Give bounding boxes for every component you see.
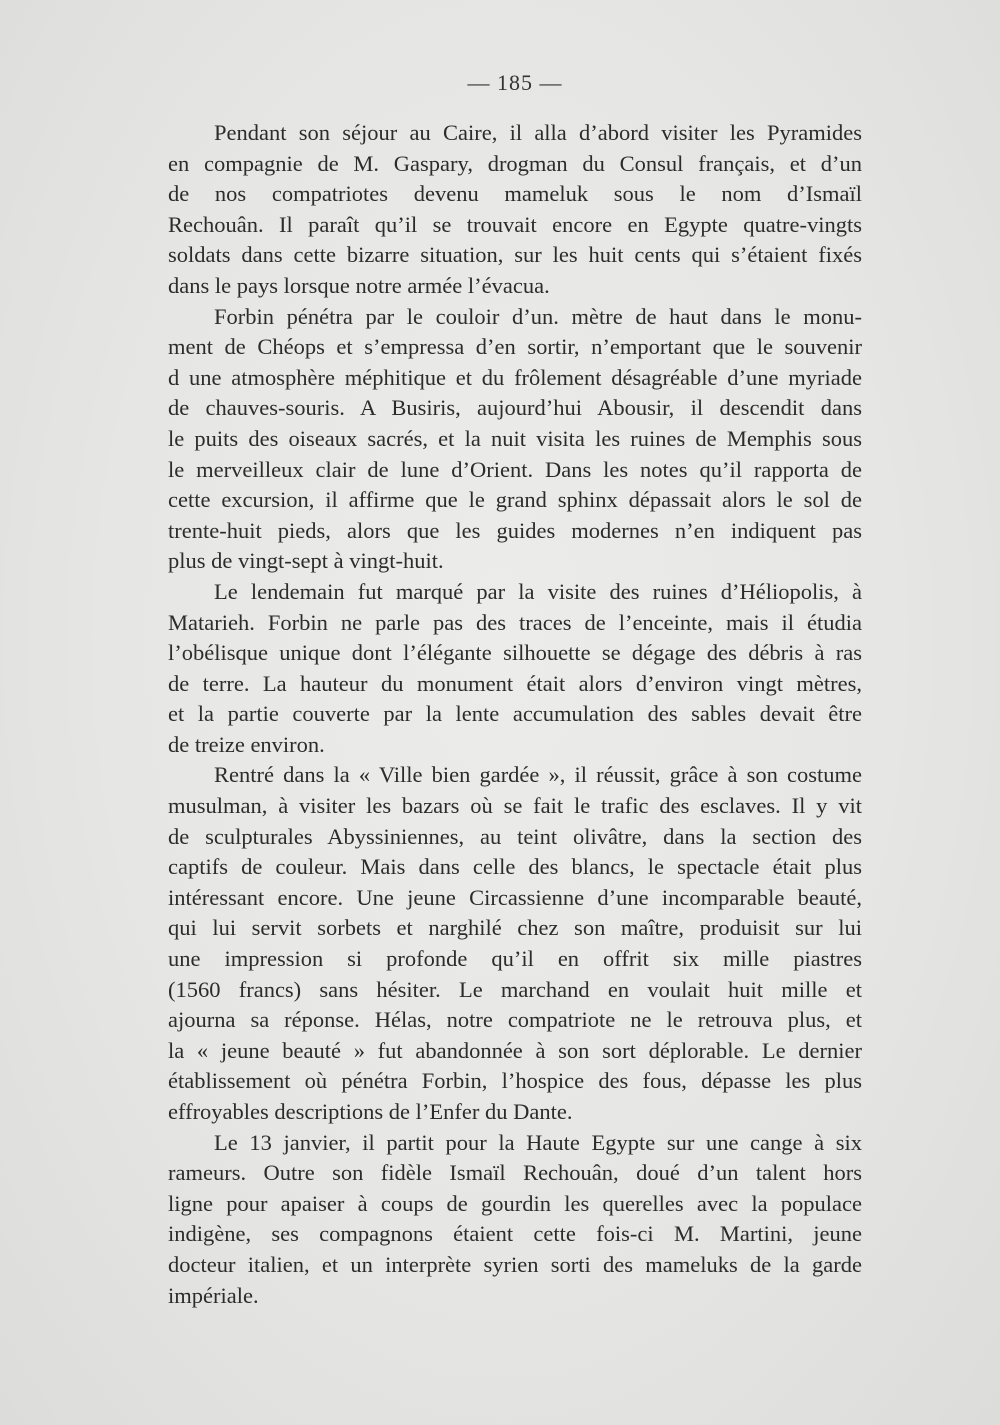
text-line: docteur italien, et un interprète syrien sorti des mameluks de la garde bbox=[168, 1251, 862, 1277]
text-line: soldats dans cette bizarre situation, sur les huit cents qui s’étaient fixés bbox=[168, 242, 862, 268]
page-number: — 185 — bbox=[467, 70, 563, 95]
text-line: intéressant encore. Une jeune Circassienne d’une incomparable beauté, bbox=[168, 884, 862, 910]
text-line: de treize environ. bbox=[168, 731, 325, 757]
text-line: Rechouân. Il paraît qu’il se trouvait encore en Egypte quatre-vingts bbox=[168, 211, 862, 237]
text-line: Matarieh. Forbin ne parle pas des traces de l’enceinte, mais il étudia bbox=[168, 609, 862, 635]
text-line: captifs de couleur. Mais dans celle des blancs, le spectacle était plus bbox=[168, 854, 862, 880]
text-line: rameurs. Outre son fidèle Ismaïl Rechouân, doué d’un talent hors bbox=[168, 1160, 862, 1186]
text-line: et la partie couverte par la lente accumulation des sables devait être bbox=[168, 701, 862, 727]
text-line: (1560 francs) sans hésiter. Le marchand en voulait huit mille et bbox=[168, 976, 862, 1002]
text-line: Le 13 janvier, il partit pour la Haute Egypte sur une cange à six bbox=[214, 1129, 862, 1155]
text-line: le merveilleux clair de lune d’Orient. Dans les notes qu’il rapporta de bbox=[168, 456, 862, 482]
text-line: le puits des oiseaux sacrés, et la nuit visita les ruines de Memphis sous bbox=[168, 425, 862, 451]
text-line: en compagnie de M. Gaspary, drogman du Consul français, et d’un bbox=[168, 150, 862, 176]
text-line: Rentré dans la « Ville bien gardée », il réussit, grâce à son costume bbox=[214, 762, 862, 788]
text-line: de chauves-souris. A Busiris, aujourd’hui Abousir, il descendit dans bbox=[168, 395, 862, 421]
text-line: cette excursion, il affirme que le grand sphinx dépassait alors le sol de bbox=[168, 487, 862, 513]
text-line: qui lui servit sorbets et narghilé chez son maître, produisit sur lui bbox=[168, 915, 862, 941]
paragraph bbox=[168, 760, 862, 1127]
text-line: ligne pour apaiser à coups de gourdin les querelles avec la populace bbox=[168, 1190, 862, 1216]
text-line: impériale. bbox=[168, 1282, 259, 1308]
paragraph bbox=[168, 302, 862, 577]
paragraph bbox=[168, 577, 862, 761]
text-line: dans le pays lorsque notre armée l’évacua. bbox=[168, 272, 550, 298]
text-line: l’obélisque unique dont l’élégante silhouette se dégage des débris à ras bbox=[168, 640, 862, 666]
paragraph bbox=[168, 1128, 862, 1312]
text-line: ajourna sa réponse. Hélas, notre compatriote ne le retrouva plus, et bbox=[168, 1007, 862, 1033]
body-text bbox=[168, 118, 862, 1311]
text-line: musulman, à visiter les bazars où se fait le trafic des esclaves. Il y vit bbox=[168, 793, 862, 819]
paragraph bbox=[168, 118, 862, 302]
text-line: Le lendemain fut marqué par la visite des ruines d’Héliopolis, à bbox=[214, 578, 862, 604]
text-line: la « jeune beauté » fut abandonnée à son sort déplorable. Le dernier bbox=[168, 1037, 862, 1063]
text-line: de terre. La hauteur du monument était alors d’environ vingt mètres, bbox=[168, 670, 862, 696]
text-line: établissement où pénétra Forbin, l’hospice des fous, dépasse les plus bbox=[168, 1068, 862, 1094]
text-line: Forbin pénétra par le couloir d’un. mètre de haut dans le monu- bbox=[214, 303, 862, 329]
text-line: de sculpturales Abyssiniennes, au teint olivâtre, dans la section des bbox=[168, 823, 862, 849]
text-line: ment de Chéops et s’empressa d’en sortir, n’emportant que le souvenir bbox=[168, 334, 862, 360]
text-line: plus de vingt-sept à vingt-huit. bbox=[168, 548, 444, 574]
text-line: indigène, ses compagnons étaient cette fois-ci M. Martini, jeune bbox=[168, 1221, 862, 1247]
text-line: effroyables descriptions de l’Enfer du Dante. bbox=[168, 1099, 573, 1124]
text-line: une impression si profonde qu’il en offrit six mille piastres bbox=[168, 946, 862, 972]
text-line: d une atmosphère méphitique et du frôlement désagréable d’une myriade bbox=[168, 364, 862, 390]
text-line: trente-huit pieds, alors que les guides modernes n’en indiquent pas bbox=[168, 517, 862, 543]
text-line: Pendant son séjour au Caire, il alla d’abord visiter les Pyramides bbox=[214, 120, 862, 145]
text-line: de nos compatriotes devenu mameluk sous le nom d’Ismaïl bbox=[168, 181, 862, 207]
